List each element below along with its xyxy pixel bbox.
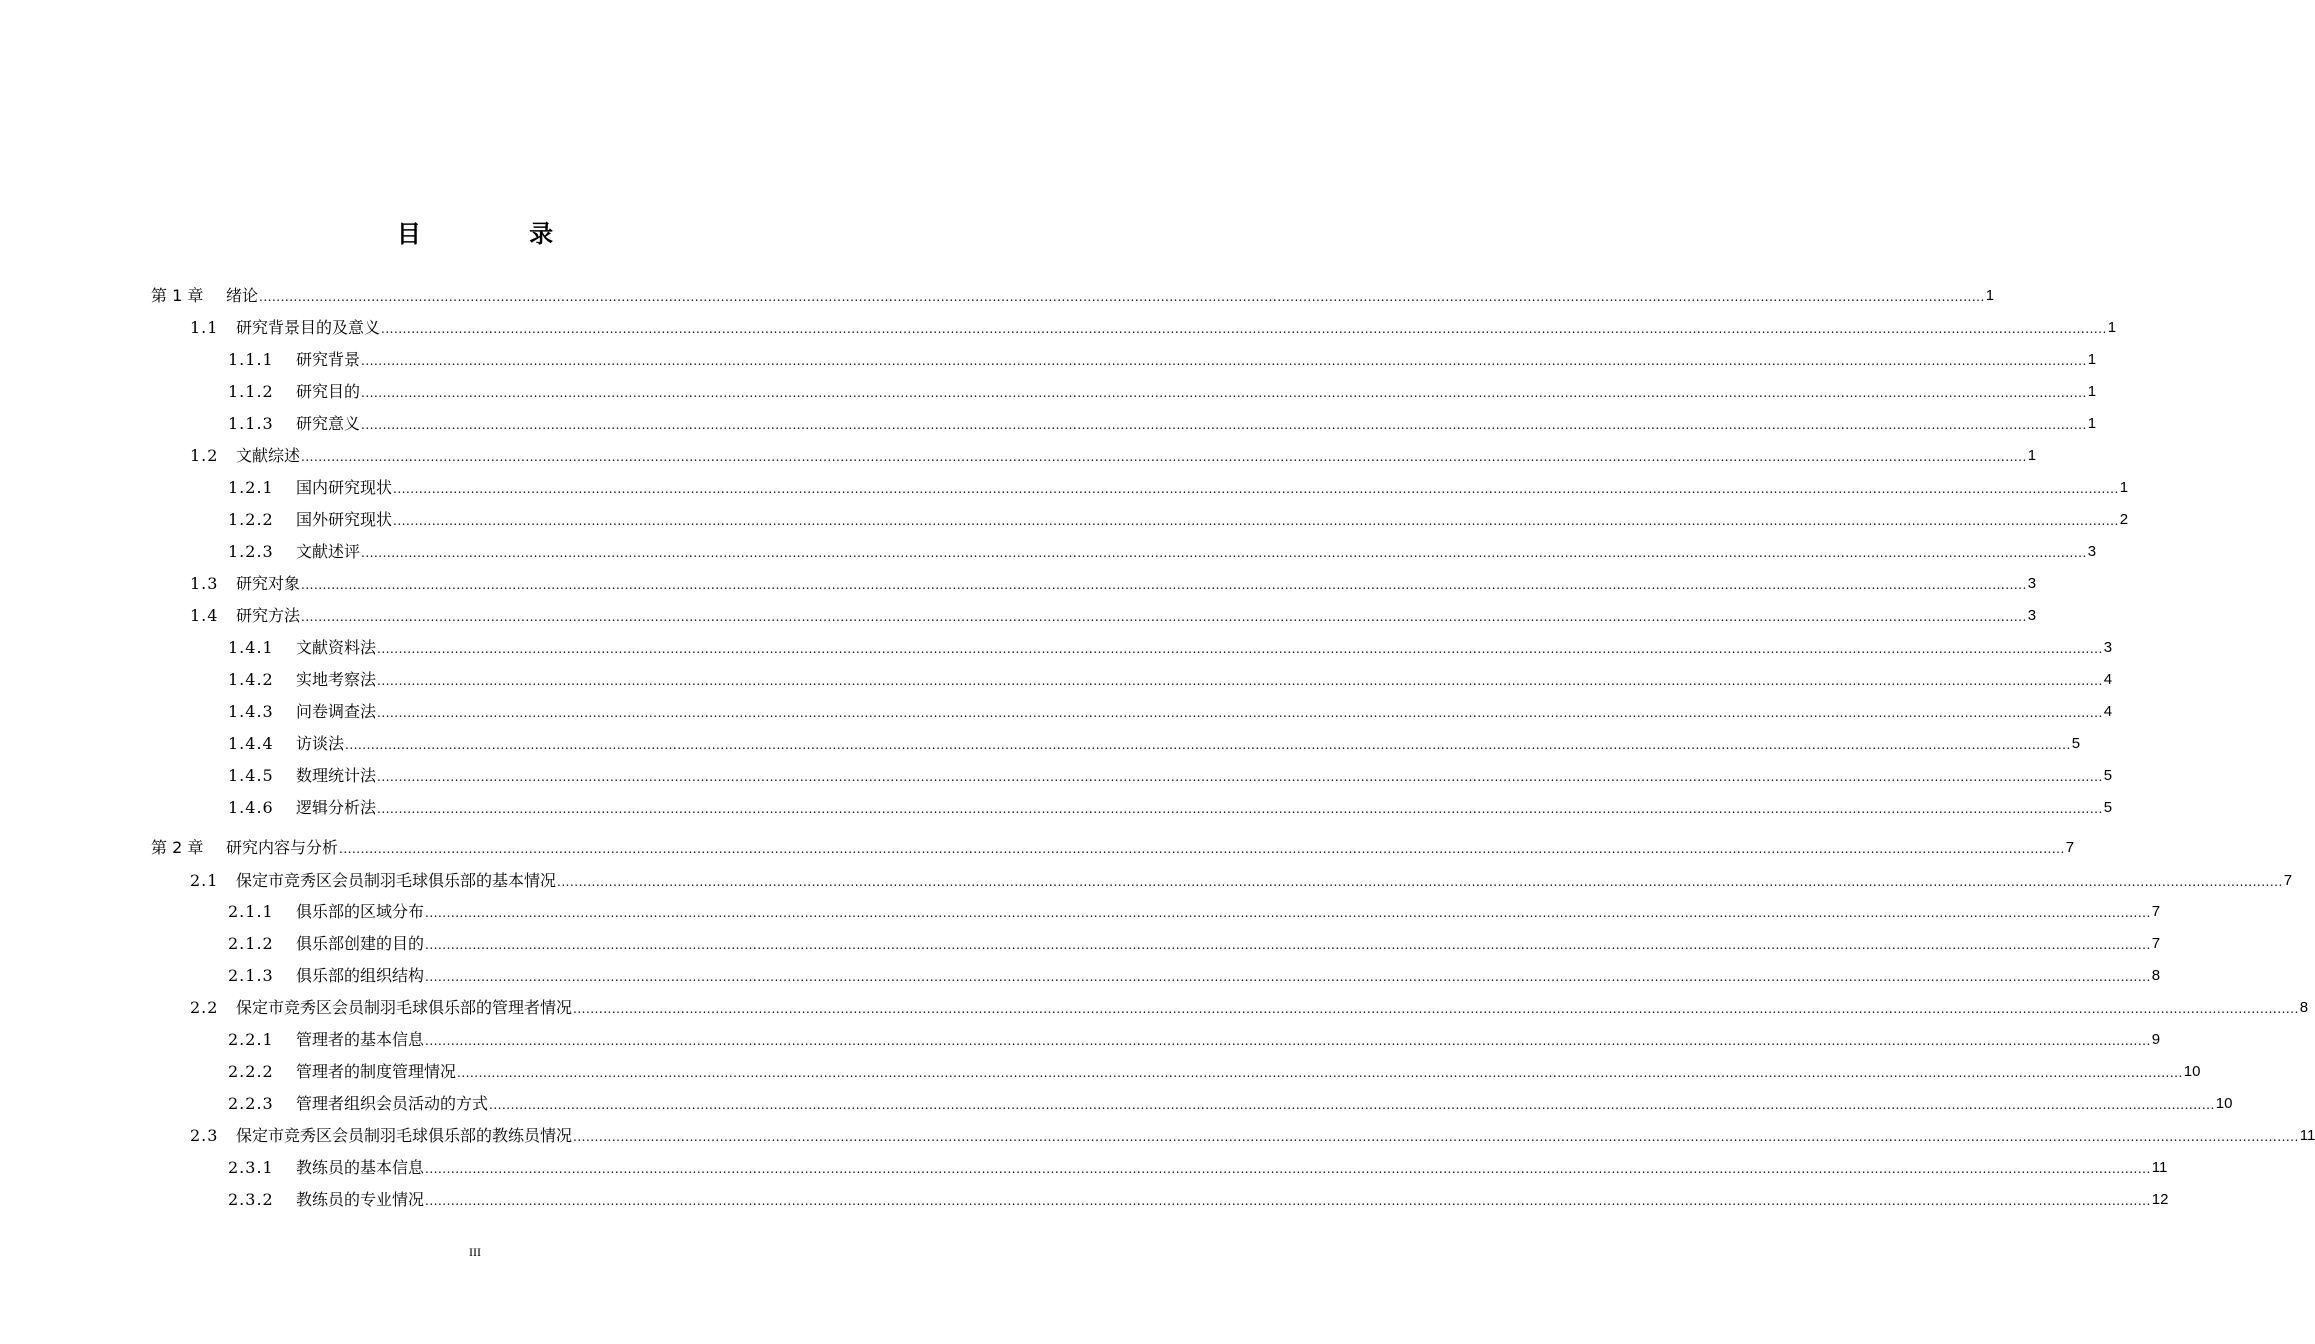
toc-entry-number: 1.1.2 <box>228 382 274 401</box>
toc-dot-leader: ................................................................................................................................................................................................................................................................................................................................................................................................................ <box>377 770 2103 784</box>
toc-entry-number: 2.2 <box>190 998 219 1017</box>
toc-dot-leader: ................................................................................................................................................................................................................................................................................................................................................................................................................ <box>557 875 2283 889</box>
toc-entry-label: 国内研究现状 <box>296 478 393 497</box>
toc-entry-page: 11 <box>2151 1159 2168 1176</box>
toc-dot-leader: ................................................................................................................................................................................................................................................................................................................................................................................................................ <box>361 354 2087 368</box>
toc-entry[interactable] <box>228 898 2161 922</box>
toc-entry-number: 2.1.1 <box>228 902 274 921</box>
toc-entry[interactable] <box>228 930 2161 954</box>
toc-entry-page: 7 <box>2151 903 2161 920</box>
toc-entry[interactable] <box>228 762 2113 786</box>
toc-entry-label: 文献综述 <box>236 446 301 465</box>
toc-entry-label: 研究背景目的及意义 <box>236 318 381 337</box>
toc-dot-leader: ................................................................................................................................................................................................................................................................................................................................................................................................................ <box>425 938 2151 952</box>
toc-entry-page: 5 <box>2071 735 2081 752</box>
toc-entry-number: 2.2.3 <box>228 1094 274 1113</box>
toc-entry-page: 5 <box>2103 767 2113 784</box>
toc-entry-number: 1.2.3 <box>228 542 274 561</box>
toc-entry-page: 1 <box>2087 415 2097 432</box>
toc-entry[interactable] <box>228 1090 2233 1114</box>
toc-entry-number: 1.4.3 <box>228 702 274 721</box>
toc-entry[interactable] <box>228 1026 2161 1050</box>
toc-entry-number: 1.2 <box>190 446 219 465</box>
toc-entry[interactable] <box>190 867 2293 891</box>
toc-dot-leader: ................................................................................................................................................................................................................................................................................................................................................................................................................ <box>339 842 2065 856</box>
toc-entry-page: 7 <box>2065 839 2075 856</box>
toc-entry[interactable] <box>190 442 2037 466</box>
toc-entry-number: 1.4.6 <box>228 798 274 817</box>
toc-entry-number: 1.1.3 <box>228 414 274 433</box>
toc-entry-page: 1 <box>2087 351 2097 368</box>
toc-entry-number: 2.2.1 <box>228 1030 274 1049</box>
toc-entry[interactable] <box>151 282 1995 306</box>
toc-entry-label: 保定市竞秀区会员制羽毛球俱乐部的教练员情况 <box>236 1126 573 1145</box>
toc-entry-number: 1.1.1 <box>228 350 274 369</box>
toc-entry-page: 3 <box>2103 639 2113 656</box>
toc-entry-label: 国外研究现状 <box>296 510 393 529</box>
toc-entry[interactable] <box>228 730 2081 754</box>
toc-entry[interactable] <box>151 834 2075 858</box>
toc-entry-label: 保定市竞秀区会员制羽毛球俱乐部的基本情况 <box>236 871 557 890</box>
toc-entry-page: 1 <box>1985 287 1995 304</box>
toc-entry-label: 绪论 <box>226 286 259 305</box>
toc-entry-number: 1.4.5 <box>228 766 274 785</box>
toc-entry-number: 1.2.1 <box>228 478 274 497</box>
toc-entry-page: 11 <box>2299 1127 2315 1144</box>
toc-dot-leader: ................................................................................................................................................................................................................................................................................................................................................................................................................ <box>573 1130 2299 1144</box>
toc-entry-page: 4 <box>2103 671 2113 688</box>
toc-entry-number: 1.1 <box>190 318 219 337</box>
toc-dot-leader: ................................................................................................................................................................................................................................................................................................................................................................................................................ <box>345 738 2071 752</box>
toc-dot-leader: ................................................................................................................................................................................................................................................................................................................................................................................................................ <box>425 1034 2151 1048</box>
toc-entry[interactable] <box>228 378 2097 402</box>
toc-entry[interactable] <box>228 1186 2169 1210</box>
toc-entry-page: 3 <box>2027 575 2037 592</box>
toc-dot-leader: ................................................................................................................................................................................................................................................................................................................................................................................................................ <box>425 906 2151 920</box>
toc-entry-label: 问卷调查法 <box>296 702 377 721</box>
toc-entry-label: 教练员的专业情况 <box>296 1190 425 1209</box>
toc-entry-label: 研究背景 <box>296 350 361 369</box>
toc-entry[interactable] <box>228 506 2129 530</box>
toc-entry-page: 10 <box>2183 1063 2201 1080</box>
toc-entry-label: 访谈法 <box>296 734 345 753</box>
toc-entry-label: 俱乐部的组织结构 <box>296 966 425 985</box>
toc-entry[interactable] <box>228 1058 2201 1082</box>
toc-entry-label: 数理统计法 <box>296 766 377 785</box>
toc-entry-number: 第 2 章 <box>151 838 204 857</box>
toc-entry[interactable] <box>228 1154 2168 1178</box>
toc-dot-leader: ................................................................................................................................................................................................................................................................................................................................................................................................................ <box>377 802 2103 816</box>
toc-entry-label: 逻辑分析法 <box>296 798 377 817</box>
toc-dot-leader: ................................................................................................................................................................................................................................................................................................................................................................................................................ <box>425 970 2151 984</box>
toc-dot-leader: ................................................................................................................................................................................................................................................................................................................................................................................................................ <box>489 1098 2215 1112</box>
page-title: 目 录 <box>396 220 604 248</box>
toc-entry-label: 研究意义 <box>296 414 361 433</box>
toc-entry[interactable] <box>228 794 2113 818</box>
toc-entry-label: 研究方法 <box>236 606 301 625</box>
toc-dot-leader: ................................................................................................................................................................................................................................................................................................................................................................................................................ <box>573 1002 2299 1016</box>
toc-dot-leader: ................................................................................................................................................................................................................................................................................................................................................................................................................ <box>393 514 2119 528</box>
toc-entry[interactable] <box>228 346 2097 370</box>
toc-entry-label: 文献资料法 <box>296 638 377 657</box>
toc-entry[interactable] <box>228 538 2097 562</box>
toc-entry-page: 1 <box>2119 479 2129 496</box>
toc-entry-label: 俱乐部的区域分布 <box>296 902 425 921</box>
toc-entry[interactable] <box>228 634 2113 658</box>
toc-entry[interactable] <box>228 410 2097 434</box>
toc-dot-leader: ................................................................................................................................................................................................................................................................................................................................................................................................................ <box>377 706 2103 720</box>
toc-entry[interactable] <box>228 962 2161 986</box>
toc-entry-page: 4 <box>2103 703 2113 720</box>
toc-entry-page: 7 <box>2151 935 2161 952</box>
toc-entry-number: 2.1.3 <box>228 966 274 985</box>
toc-entry[interactable] <box>190 314 2117 338</box>
toc-entry-page: 9 <box>2151 1031 2161 1048</box>
toc-entry-number: 2.1.2 <box>228 934 274 953</box>
toc-entry-number: 1.4.1 <box>228 638 274 657</box>
footer-page-number: III <box>469 1245 481 1259</box>
toc-entry-label: 管理者的基本信息 <box>296 1030 425 1049</box>
toc-entry[interactable] <box>190 570 2037 594</box>
toc-entry-page: 7 <box>2283 872 2293 889</box>
toc-entry-number: 2.3.1 <box>228 1158 274 1177</box>
toc-entry-label: 管理者组织会员活动的方式 <box>296 1094 489 1113</box>
toc-entry-label: 研究内容与分析 <box>226 838 339 857</box>
toc-entry-label: 实地考察法 <box>296 670 377 689</box>
toc-entry[interactable] <box>228 474 2129 498</box>
toc-entry[interactable] <box>190 1122 2315 1146</box>
toc-dot-leader: ................................................................................................................................................................................................................................................................................................................................................................................................................ <box>425 1162 2151 1176</box>
toc-entry-label: 管理者的制度管理情况 <box>296 1062 457 1081</box>
toc-entry-page: 8 <box>2151 967 2161 984</box>
toc-entry-page: 1 <box>2087 383 2097 400</box>
toc-entry[interactable] <box>190 602 2037 626</box>
toc-entry[interactable] <box>190 994 2309 1018</box>
toc-entry-page: 1 <box>2107 319 2117 336</box>
toc-entry-page: 5 <box>2103 799 2113 816</box>
toc-entry-number: 2.3.2 <box>228 1190 274 1209</box>
toc-entry-page: 1 <box>2027 447 2037 464</box>
toc-entry-page: 10 <box>2215 1095 2233 1112</box>
toc-entry-label: 研究目的 <box>296 382 361 401</box>
toc-entry-number: 1.3 <box>190 574 219 593</box>
toc-entry-number: 2.3 <box>190 1126 219 1145</box>
toc-entry-label: 保定市竞秀区会员制羽毛球俱乐部的管理者情况 <box>236 998 573 1017</box>
toc-dot-leader: ................................................................................................................................................................................................................................................................................................................................................................................................................ <box>381 322 2107 336</box>
toc-dot-leader: ................................................................................................................................................................................................................................................................................................................................................................................................................ <box>259 290 1985 304</box>
toc-dot-leader: ................................................................................................................................................................................................................................................................................................................................................................................................................ <box>361 546 2087 560</box>
toc-entry-number: 第 1 章 <box>151 286 204 305</box>
toc-entry-number: 1.4 <box>190 606 219 625</box>
toc-entry-number: 1.4.2 <box>228 670 274 689</box>
toc-entry-number: 2.1 <box>190 871 219 890</box>
toc-entry[interactable] <box>228 698 2113 722</box>
toc-dot-leader: ................................................................................................................................................................................................................................................................................................................................................................................................................ <box>301 610 2027 624</box>
toc-entry-page: 3 <box>2087 543 2097 560</box>
toc-dot-leader: ................................................................................................................................................................................................................................................................................................................................................................................................................ <box>377 642 2103 656</box>
toc-entry-number: 1.4.4 <box>228 734 274 753</box>
toc-entry-page: 3 <box>2027 607 2037 624</box>
toc-entry-label: 文献述评 <box>296 542 361 561</box>
toc-dot-leader: ................................................................................................................................................................................................................................................................................................................................................................................................................ <box>301 578 2027 592</box>
toc-dot-leader: ................................................................................................................................................................................................................................................................................................................................................................................................................ <box>361 418 2087 432</box>
toc-dot-leader: ................................................................................................................................................................................................................................................................................................................................................................................................................ <box>361 386 2087 400</box>
toc-entry-label: 研究对象 <box>236 574 301 593</box>
toc-dot-leader: ................................................................................................................................................................................................................................................................................................................................................................................................................ <box>393 482 2119 496</box>
toc-entry-page: 2 <box>2119 511 2129 528</box>
toc-dot-leader: ................................................................................................................................................................................................................................................................................................................................................................................................................ <box>301 450 2027 464</box>
toc-dot-leader: ................................................................................................................................................................................................................................................................................................................................................................................................................ <box>457 1066 2183 1080</box>
toc-entry-page: 12 <box>2151 1191 2169 1208</box>
toc-entry[interactable] <box>228 666 2113 690</box>
toc-entry-page: 8 <box>2299 999 2309 1016</box>
toc-entry-number: 2.2.2 <box>228 1062 274 1081</box>
toc-dot-leader: ................................................................................................................................................................................................................................................................................................................................................................................................................ <box>377 674 2103 688</box>
toc-entry-label: 俱乐部创建的目的 <box>296 934 425 953</box>
toc-dot-leader: ................................................................................................................................................................................................................................................................................................................................................................................................................ <box>425 1194 2151 1208</box>
toc-entry-number: 1.2.2 <box>228 510 274 529</box>
toc-entry-label: 教练员的基本信息 <box>296 1158 425 1177</box>
